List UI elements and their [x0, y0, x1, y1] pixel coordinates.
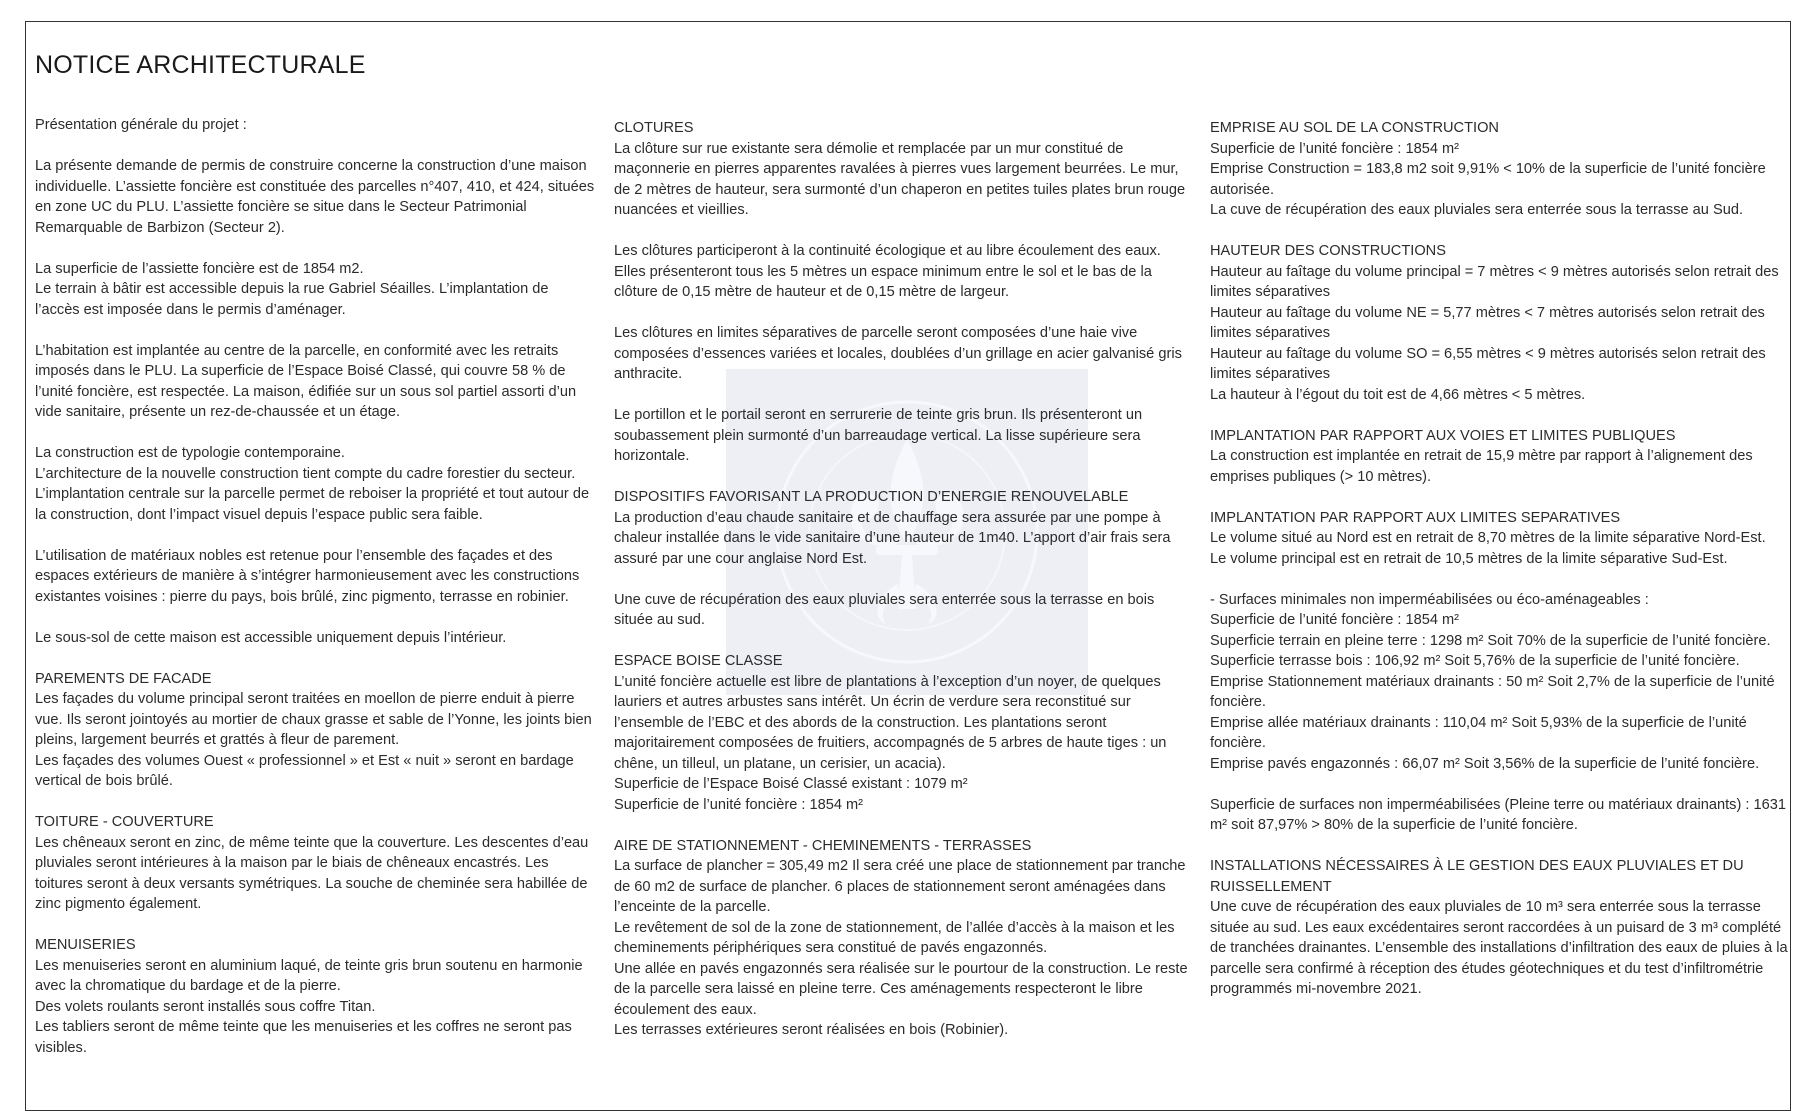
typology-paragraph	[35, 443, 597, 525]
section-heading: MENUISERIES	[35, 937, 136, 953]
unit-area: Superficie de l’unité foncière : 1854 m²	[614, 796, 864, 813]
surfaces-section	[1210, 590, 1793, 775]
parking-text-4: Les terrasses extérieures seront réalisées en bois (Robinier).	[614, 1022, 1009, 1038]
section-heading: ESPACE BOISE CLASSE	[614, 653, 783, 669]
energy-text-2: Une cuve de récupération des eaux pluviales sera enterrée sous la terrasse en bois située au sud.	[614, 591, 1155, 628]
fences-section	[614, 118, 1196, 221]
footprint-section	[1210, 118, 1793, 221]
facade-section	[35, 669, 597, 792]
section-heading: IMPLANTATION PAR RAPPORT AUX LIMITES SEPARATIVES	[1210, 509, 1621, 526]
page-title: NOTICE ARCHITECTURALE	[35, 51, 366, 79]
surfaces-text-6: Emprise pavés engazonnés : 66,07 m² Soit 3,56% de la superficie de l’unité foncière.	[1210, 755, 1760, 772]
surfaces-total: Superficie de surfaces non imperméabilisées (Pleine terre ou matériaux drainants) : 1631 m² soit 87,97% > 80% de la superficie de l’unité foncière.	[1210, 796, 1786, 833]
footprint-text-2: Emprise Construction = 183,8 m2 soit 9,91% < 10% de la superficie de l’unité foncière autorisée.	[1210, 161, 1766, 198]
height-text-2: Hauteur au faîtage du volume NE = 5,77 mètres < 7 mètres autorisés selon retrait des limites séparatives	[1210, 304, 1765, 341]
surfaces-text-2: Superficie terrain en pleine terre : 1298 m² Soit 70% de la superficie de l’unité foncière.	[1210, 632, 1771, 649]
section-heading: - Surfaces minimales non imperméabilisées ou éco-aménageables :	[1210, 591, 1649, 608]
column-left	[35, 115, 597, 1079]
ebc-area: Superficie de l’Espace Boisé Classé existant : 1079 m²	[614, 776, 968, 792]
intro-heading: Présentation générale du projet :	[35, 117, 247, 133]
limits-section	[1210, 508, 1793, 570]
section-heading: DISPOSITIFS FAVORISANT LA PRODUCTION D’ENERGIE RENOUVELABLE	[614, 489, 1129, 505]
materials-paragraph: L’utilisation de matériaux nobles est retenue pour l’ensemble des façades et des espaces extérieurs de manière à s’intégrer harmonieusement avec les constructions existantes voisines : pierre du pays, bois brûlé, zinc pigmento, terrasse en robinier.	[35, 547, 580, 605]
height-text-3: Hauteur au faîtage du volume SO = 6,55 mètres < 9 mètres autorisés selon retrait des limites séparatives	[1210, 345, 1766, 382]
column-middle	[614, 118, 1196, 1061]
ebc-text-1: L’unité foncière actuelle est libre de plantations à l’exception d’un noyer, de quelques lauriers et autres arbustes sans intérêt. Un écrin de verdure sera reconstitué sur l’ensemble de l’EBC et des abords de la construction. Les plantations seront majoritairement composées de fruitiers, accompagnés de 5 arbres de haute tiges : un chêne, un tilleul, un platane, un cerisier, un acacia).	[614, 673, 1167, 772]
section-heading: EMPRISE AU SOL DE LA CONSTRUCTION	[1210, 120, 1499, 136]
surfaces-text-5: Emprise allée matériaux drainants : 110,04 m² Soit 5,93% de la superficie de l’unité foncière.	[1210, 714, 1747, 751]
energy-text-1: La production d’eau chaude sanitaire et de chauffage sera assurée par une pompe à chaleur installée dans le vide sanitaire d’une hauteur de 1m40. L’apport d’air frais sera assuré par une cour anglaise Nord Est.	[614, 509, 1171, 567]
surfaces-text-1: Superficie de l’unité foncière : 1854 m²	[1210, 612, 1460, 628]
roof-section	[35, 812, 597, 915]
site-access: Le terrain à bâtir est accessible depuis la rue Gabriel Séailles. L’implantation de l’accès est imposée dans le permis d’aménager.	[35, 281, 549, 318]
joinery-text-b: Des volets roulants seront installés sous coffre Titan.	[35, 998, 376, 1015]
height-text-1: Hauteur au faîtage du volume principal = 7 mètres < 9 mètres autorisés selon retrait des limites séparatives	[1210, 263, 1779, 300]
parking-text-1: La surface de plancher = 305,49 m2 Il sera créé une place de stationnement par tranche de 60 m2 de surface de plancher. 6 places de stationnement seront aménagées dans l’enceinte de la parcelle.	[614, 858, 1186, 915]
surfaces-text-4: Emprise Stationnement matériaux drainants : 50 m² Soit 2,7% de la superficie de l’unité foncière.	[1210, 673, 1775, 710]
limits-text-2: Le volume principal est en retrait de 10,5 mètres de la limite séparative Sud-Est.	[1210, 550, 1728, 567]
section-heading: IMPLANTATION PAR RAPPORT AUX VOIES ET LIMITES PUBLIQUES	[1210, 427, 1676, 444]
ebc-section	[614, 651, 1196, 815]
limits-text-1: Le volume situé au Nord est en retrait de 8,70 mètres de la limite séparative Nord-Est.	[1210, 530, 1766, 546]
parking-section	[614, 836, 1196, 1041]
fences-text-3: Les clôtures en limites séparatives de parcelle seront composées d’une haie vive composées d’essences variées et locales, doublées d’un grillage en acier galvanisé gris anthracite.	[614, 325, 1182, 382]
intro-paragraph: La présente demande de permis de construire concerne la construction d’une maison individuelle. L’assiette foncière est constituée des parcelles n°407, 410, et 424, situées en zone UC du PLU. L’assiette foncière se situe dans le Secteur Patrimonial Remarquable de Barbizon (Secteur 2).	[35, 158, 595, 236]
joinery-text-c: Les tabliers seront de même teinte que les menuiseries et les coffres ne seront pas visibles.	[35, 1019, 572, 1056]
fences-text-4: Le portillon et le portail seront en serrurerie de teinte gris brun. Ils présenteront un soubassement plein surmonté d’un barreaudage vertical. La lisse supérieure sera horizontale.	[614, 407, 1143, 464]
column-right	[1210, 118, 1793, 1020]
fences-text-2: Les clôtures participeront à la continuité écologique et au libre écoulement des eaux. Elles présenteront tous les 5 mètres un espace minimum entre le sol et le bas de la clôture de 0,15 mètre de hauteur et de 0,15 mètre de largeur.	[614, 243, 1161, 300]
section-heading: AIRE DE STATIONNEMENT - CHEMINEMENTS - TERRASSES	[614, 837, 1032, 854]
architecture-line: L’architecture de la nouvelle construction tient compte du cadre forestier du secteur. L’implantation centrale sur la parcelle permet de reboiser la propriété et tout autour de la construction, dont l’impact visuel depuis l’espace public sera faible.	[35, 465, 590, 523]
section-heading: PAREMENTS DE FACADE	[35, 670, 212, 687]
basement-paragraph: Le sous-sol de cette maison est accessible uniquement depuis l’intérieur.	[35, 629, 507, 646]
section-heading: TOITURE - COUVERTURE	[35, 814, 214, 830]
footprint-text-3: La cuve de récupération des eaux pluviales sera enterrée sous la terrasse au Sud.	[1210, 202, 1743, 218]
fences-text-1: La clôture sur rue existante sera démolie et remplacée par un mur constitué de maçonnerie en pierres apparentes ravalées à pierres vues largement beurrées. Le mur, de 2 mètres de hauteur, sera surmonté d’un chaperon en petites tuiles plates brun rouge nuancées et vieillies.	[614, 140, 1186, 218]
section-heading: CLOTURES	[614, 120, 694, 136]
joinery-text-a: Les menuiseries seront en aluminium laqué, de teinte gris brun soutenu en harmonie avec la chromatique du bardage et de la pierre.	[35, 957, 583, 994]
parking-text-3: Une allée en pavés engazonnés sera réalisée sur le pourtour de la construction. Le reste de la parcelle sera laissé en pleine terre. Ces aménagements respecteront le libre écoulement des eaux.	[614, 960, 1188, 1018]
facade-text-a: Les façades du volume principal seront traitées en moellon de pierre enduit à pierre vue. Ils seront jointoyés au mortier de chaux grasse et sable de l’Yonne, les joints bien pleins, largement beurrés et grattés à fleur de parement.	[35, 691, 592, 748]
rainwater-text: Une cuve de récupération des eaux pluviales de 10 m³ sera enterrée sous la terrasse située au sud. Les eaux excédentaires seront raccordées à un puisard de 3 m³ complété de tranchées drainantes. L’ensemble des installations d’infiltration des eaux de pluies à la parcelle sera confirmé à réception des études géotechniques et du test d’infiltrométrie programmés mi-novembre 2021.	[1210, 899, 1788, 997]
energy-section	[614, 487, 1196, 569]
footprint-text-1: Superficie de l’unité foncière : 1854 m²	[1210, 140, 1460, 157]
height-text-4: La hauteur à l’égout du toit est de 4,66 mètres < 5 mètres.	[1210, 386, 1586, 403]
joinery-section	[35, 935, 597, 1058]
facade-text-b: Les façades des volumes Ouest « professionnel » et Est « nuit » seront en bardage vertical de bois brûlé.	[35, 752, 574, 789]
roof-text: Les chêneaux seront en zinc, de même teinte que la couverture. Les descentes d’eau pluviales seront intérieures à la maison par le biais de chêneaux encastrés. Les toitures seront à deux versants symétriques. La souche de cheminée sera habillée de zinc pigmento également.	[35, 834, 589, 912]
height-section	[1210, 241, 1793, 405]
site-area: La superficie de l’assiette foncière est de 1854 m2.	[35, 260, 364, 277]
section-heading: INSTALLATIONS NÉCESSAIRES À LE GESTION DES EAUX PLUVIALES ET DU RUISSELLEMENT	[1210, 858, 1744, 895]
surfaces-text-3: Superficie terrasse bois : 106,92 m² Soit 5,76% de la superficie de l’unité foncière.	[1210, 653, 1740, 669]
parking-text-2: Le revêtement de sol de la zone de stationnement, de l’allée d’accès à la maison et les cheminements périphériques sera constitué de pavés engazonnés.	[614, 919, 1175, 956]
section-heading: HAUTEUR DES CONSTRUCTIONS	[1210, 243, 1446, 259]
roads-section	[1210, 426, 1793, 488]
rainwater-section	[1210, 856, 1793, 1000]
typology-line: La construction est de typologie contemporaine.	[35, 445, 345, 461]
implantation-paragraph: L’habitation est implantée au centre de la parcelle, en conformité avec les retraits imposés dans le PLU. La superficie de l’Espace Boisé Classé, qui couvre 58 % de l’unité foncière, est respectée. La maison, édifiée sur un sous sol partiel assorti d’un vide sanitaire, présente un rez-de-chaussée et un étage.	[35, 342, 577, 420]
site-paragraph	[35, 259, 597, 321]
roads-text-1: La construction est implantée en retrait de 15,9 mètre par rapport à l’alignement des emprises publiques (> 10 mètres).	[1210, 448, 1753, 485]
